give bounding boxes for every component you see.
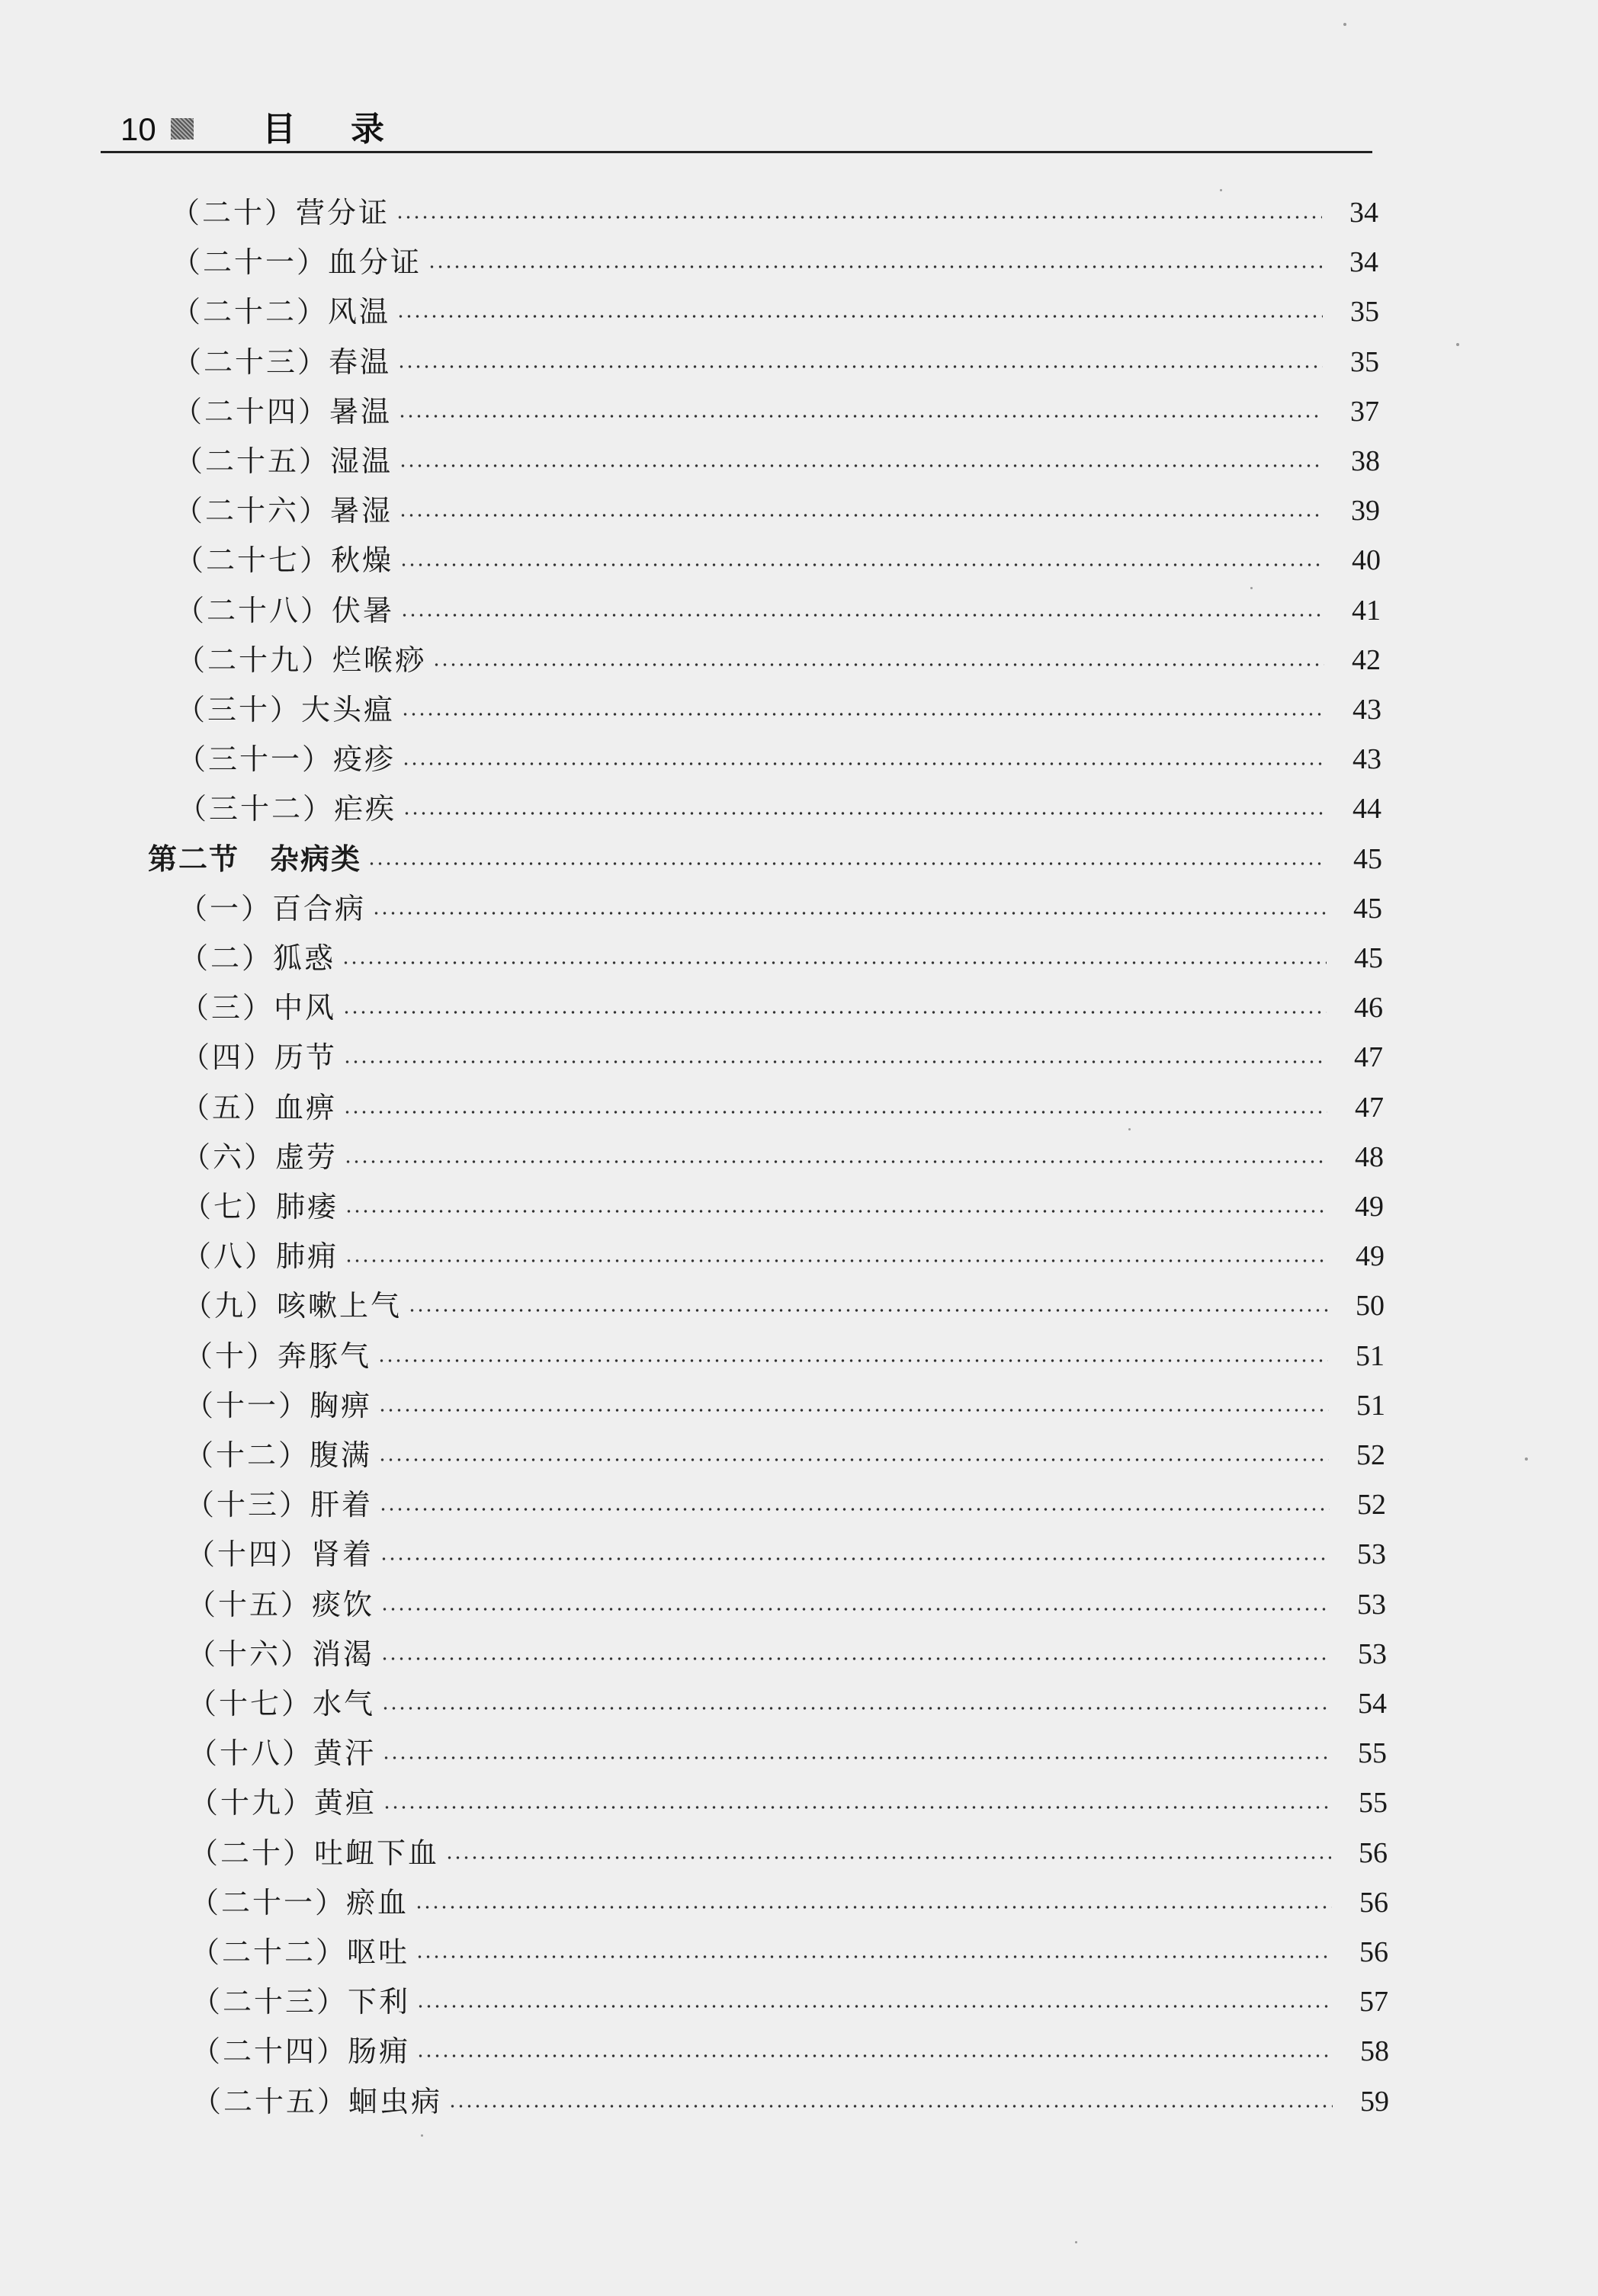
toc-entry-page: 44 bbox=[1353, 793, 1381, 825]
dot-leader bbox=[401, 713, 1325, 716]
toc-entry-title: （二十九）烂喉痧 bbox=[176, 643, 427, 677]
toc-entry-title: （二十五）湿温 bbox=[174, 444, 393, 478]
toc-entry bbox=[181, 1035, 1383, 1079]
toc-entry-page: 47 bbox=[1354, 1041, 1383, 1073]
toc-entry-title: （十二）腹满 bbox=[185, 1438, 373, 1472]
toc-entry-title: （八）肺痈 bbox=[182, 1239, 339, 1273]
toc-entry-title: （一）百合病 bbox=[178, 892, 367, 925]
dot-leader bbox=[372, 912, 1326, 915]
toc-entry bbox=[191, 2029, 1389, 2073]
toc-entry-page: 55 bbox=[1358, 1737, 1387, 1769]
toc-entry-page: 59 bbox=[1360, 2086, 1389, 2118]
toc-entry-page: 40 bbox=[1352, 544, 1381, 576]
toc-entry bbox=[186, 1532, 1386, 1576]
toc-entry-title: （二十三）春温 bbox=[172, 345, 392, 379]
toc-entry bbox=[185, 1483, 1386, 1527]
toc-entry-title: （二十）吐衄下血 bbox=[189, 1836, 440, 1870]
toc-entry-page: 56 bbox=[1359, 1837, 1388, 1869]
page-number: 10 bbox=[120, 111, 156, 147]
dot-leader bbox=[378, 1458, 1329, 1461]
dot-leader bbox=[408, 1309, 1328, 1312]
toc-entry bbox=[188, 1682, 1387, 1726]
toc-entry-title: （三十二）疟疾 bbox=[178, 792, 397, 826]
scan-speck bbox=[1343, 23, 1346, 26]
toc-entry bbox=[191, 1980, 1388, 2024]
dot-leader bbox=[378, 1409, 1329, 1412]
dot-leader bbox=[398, 415, 1323, 418]
toc-entry-title: （六）虚劳 bbox=[181, 1140, 339, 1174]
toc-entry-page: 54 bbox=[1358, 1688, 1387, 1720]
dot-leader bbox=[342, 1011, 1327, 1014]
toc-entry bbox=[182, 1185, 1384, 1229]
toc-entry bbox=[171, 191, 1378, 235]
toc-entry-title: （九）咳嗽上气 bbox=[183, 1289, 403, 1323]
toc-entry-title: （二十一）血分证 bbox=[172, 245, 422, 279]
toc-entry-title: （二十四）暑温 bbox=[173, 395, 393, 428]
dot-leader bbox=[343, 1060, 1327, 1063]
toc-entry-title: （十八）黄汗 bbox=[188, 1736, 377, 1770]
toc-entry bbox=[172, 340, 1379, 384]
toc-entry-title: （十六）消渴 bbox=[187, 1637, 375, 1671]
toc-entry bbox=[184, 1334, 1385, 1378]
toc-entry bbox=[175, 588, 1381, 633]
dot-leader bbox=[400, 614, 1324, 617]
dot-leader bbox=[377, 1359, 1328, 1362]
toc-entry-title: （十九）黄疸 bbox=[189, 1786, 377, 1820]
dot-leader bbox=[403, 812, 1325, 815]
toc-entry bbox=[191, 1930, 1388, 1974]
toc-entry-title: （五）血痹 bbox=[181, 1091, 338, 1124]
dot-leader bbox=[367, 862, 1326, 865]
toc-entry bbox=[190, 1881, 1388, 1925]
toc-entry bbox=[178, 787, 1381, 831]
toc-entry-title: （十一）胸痹 bbox=[185, 1389, 373, 1422]
toc-entry-page: 57 bbox=[1359, 1986, 1388, 2018]
toc-entry-page: 51 bbox=[1356, 1390, 1385, 1422]
dot-leader bbox=[342, 961, 1327, 964]
toc-entry-title: （七）肺痿 bbox=[182, 1190, 339, 1223]
dot-leader bbox=[416, 2054, 1333, 2057]
dot-leader bbox=[416, 1955, 1332, 1958]
scan-speck bbox=[1075, 2241, 1077, 2243]
toc-entry-page: 53 bbox=[1357, 1589, 1386, 1621]
toc-entry-title: （二十八）伏暑 bbox=[175, 594, 395, 627]
toc-entry bbox=[192, 2080, 1389, 2124]
dot-leader bbox=[400, 563, 1324, 566]
scan-speck bbox=[1250, 587, 1253, 589]
toc-entry-page: 49 bbox=[1356, 1240, 1385, 1272]
toc-entry bbox=[182, 1234, 1385, 1278]
toc-entry-page: 52 bbox=[1357, 1489, 1386, 1521]
toc-entry bbox=[189, 1781, 1388, 1825]
toc-entry-page: 43 bbox=[1353, 694, 1381, 726]
toc-entry-page: 35 bbox=[1350, 346, 1379, 378]
toc-entry-page: 38 bbox=[1351, 445, 1380, 477]
toc-entry-title: （十三）肝着 bbox=[185, 1488, 374, 1522]
toc-entry-page: 48 bbox=[1355, 1141, 1384, 1173]
toc-section-heading bbox=[148, 837, 1382, 881]
toc-entry bbox=[177, 737, 1381, 781]
toc-entry bbox=[187, 1632, 1387, 1676]
dot-leader bbox=[448, 2105, 1333, 2108]
dot-leader bbox=[432, 663, 1324, 666]
toc-entry bbox=[178, 887, 1382, 931]
toc-entry bbox=[174, 439, 1380, 483]
dot-leader bbox=[416, 2005, 1332, 2008]
toc-entry bbox=[183, 1284, 1385, 1328]
toc-entry-title: （三）中风 bbox=[180, 991, 337, 1025]
toc-entry bbox=[185, 1433, 1385, 1477]
toc-entry bbox=[173, 390, 1379, 434]
toc-entry bbox=[179, 936, 1383, 980]
toc-entry-page: 39 bbox=[1351, 495, 1380, 527]
dot-leader bbox=[396, 315, 1323, 318]
scan-speck bbox=[1220, 189, 1222, 191]
toc-entry-title: （二十七）秋燥 bbox=[175, 544, 394, 577]
toc-entry-title: （二十六）暑湿 bbox=[174, 494, 393, 528]
dot-leader bbox=[381, 1707, 1330, 1710]
toc-entry-title: （十五）痰饮 bbox=[187, 1588, 375, 1621]
toc-entry-title: （十四）肾着 bbox=[186, 1538, 374, 1571]
toc-entry-page: 53 bbox=[1358, 1638, 1387, 1670]
dot-leader bbox=[415, 1906, 1332, 1909]
toc-entry bbox=[181, 1135, 1384, 1179]
toc-entry-page: 45 bbox=[1353, 843, 1382, 875]
dot-leader bbox=[343, 1111, 1327, 1114]
toc-entry-title: （二十四）肠痈 bbox=[191, 2035, 411, 2068]
toc-entry-page: 47 bbox=[1355, 1092, 1384, 1124]
toc-entry-page: 45 bbox=[1354, 942, 1383, 974]
toc-entry-title: （二十一）瘀血 bbox=[190, 1886, 409, 1919]
toc-entry bbox=[176, 688, 1381, 732]
dot-leader bbox=[402, 762, 1325, 765]
toc-entry-page: 43 bbox=[1353, 743, 1381, 775]
dot-leader bbox=[428, 265, 1322, 268]
dot-leader bbox=[380, 1557, 1330, 1560]
dot-leader bbox=[345, 1210, 1327, 1213]
dot-leader bbox=[383, 1806, 1331, 1809]
toc-entry-page: 51 bbox=[1356, 1340, 1385, 1372]
toc-entry-page: 55 bbox=[1359, 1787, 1388, 1819]
toc-entry-title: （二）狐惑 bbox=[179, 941, 336, 975]
toc-entry-title: （三十一）疫疹 bbox=[177, 742, 396, 776]
toc-entry-page: 58 bbox=[1360, 2035, 1389, 2067]
dot-leader bbox=[399, 464, 1324, 467]
toc-entry-title: （四）历节 bbox=[181, 1041, 338, 1074]
toc-entry-title: （二十二）风温 bbox=[172, 295, 391, 329]
toc-entry-page: 56 bbox=[1359, 1936, 1388, 1968]
toc-entry-page: 41 bbox=[1352, 595, 1381, 627]
toc-entry-title: （十七）水气 bbox=[188, 1687, 376, 1720]
toc-entry-title: 第二节 杂病类 bbox=[148, 842, 362, 876]
page-title: 目录 bbox=[262, 110, 439, 149]
toc-entry-page: 34 bbox=[1349, 197, 1378, 229]
toc-entry bbox=[172, 290, 1379, 334]
toc-entry-page: 35 bbox=[1350, 296, 1379, 328]
toc-entry-title: （三十）大头瘟 bbox=[176, 693, 396, 726]
toc-entry-page: 45 bbox=[1353, 893, 1382, 925]
dot-leader bbox=[399, 514, 1324, 517]
toc-entry bbox=[187, 1583, 1386, 1627]
toc-entry-page: 37 bbox=[1350, 396, 1379, 428]
dot-leader bbox=[345, 1259, 1328, 1262]
toc-entry-title: （二十二）呕吐 bbox=[191, 1935, 410, 1969]
dot-leader bbox=[380, 1657, 1330, 1660]
toc-entry bbox=[176, 638, 1381, 682]
toc-entry-title: （二十）营分证 bbox=[171, 196, 390, 229]
dot-leader bbox=[445, 1856, 1331, 1859]
toc-entry-page: 49 bbox=[1355, 1191, 1384, 1223]
toc-entry bbox=[181, 1085, 1384, 1130]
toc-entry-page: 53 bbox=[1357, 1538, 1386, 1570]
dot-leader bbox=[382, 1756, 1330, 1759]
toc-entry bbox=[180, 986, 1383, 1030]
dot-leader bbox=[379, 1508, 1330, 1511]
toc-entry-title: （二十三）下利 bbox=[191, 1985, 411, 2019]
toc-entry-page: 34 bbox=[1349, 246, 1378, 278]
toc-entry bbox=[174, 489, 1380, 533]
scan-speck bbox=[1128, 1128, 1131, 1130]
scan-speck bbox=[1456, 343, 1459, 346]
toc-entry-title: （十）奔豚气 bbox=[184, 1339, 372, 1373]
toc-entry bbox=[185, 1384, 1385, 1428]
dot-leader bbox=[396, 216, 1322, 219]
toc-entry bbox=[172, 240, 1378, 284]
dot-leader bbox=[380, 1608, 1330, 1611]
scan-speck bbox=[421, 2134, 423, 2137]
toc-entry bbox=[188, 1731, 1387, 1775]
scan-speck bbox=[1525, 1457, 1528, 1461]
toc-entry-page: 52 bbox=[1356, 1439, 1385, 1471]
toc-entry bbox=[189, 1831, 1388, 1875]
dot-leader bbox=[344, 1160, 1327, 1163]
dot-leader bbox=[397, 365, 1323, 368]
toc-entry-page: 50 bbox=[1356, 1290, 1385, 1322]
toc-entry bbox=[175, 538, 1381, 582]
toc-entry-title: （二十五）蛔虫病 bbox=[192, 2085, 443, 2118]
toc-entry-page: 46 bbox=[1354, 992, 1383, 1024]
toc-entry-page: 56 bbox=[1359, 1887, 1388, 1919]
toc-entry-page: 42 bbox=[1352, 644, 1381, 676]
